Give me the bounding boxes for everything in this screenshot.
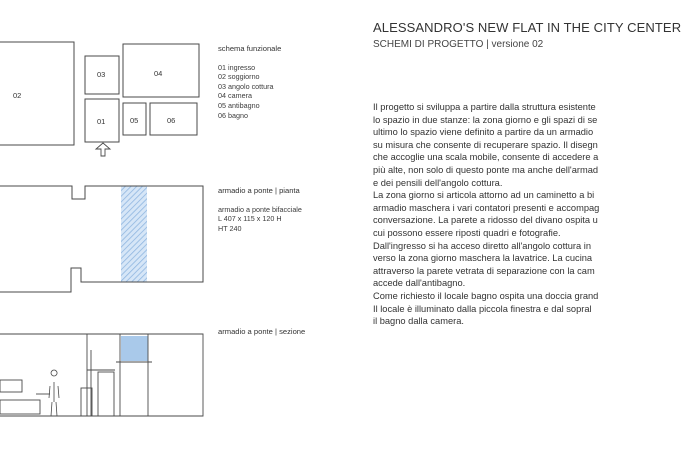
functional-scheme-heading: schema funzionale: [218, 44, 282, 53]
entrance-arrow-icon: [96, 143, 110, 156]
legend-item: 01 ingresso: [218, 62, 256, 72]
wardrobe-section-caption: [218, 327, 305, 346]
page-title: ALESSANDRO'S NEW FLAT IN THE CITY CENTER: [373, 20, 681, 35]
legend-item: 02 soggiorno: [218, 72, 260, 82]
spec-line: L 407 x 115 x 120 H: [218, 214, 282, 224]
description-line: cui possono essere riposti quadri e fotografie.: [373, 227, 561, 238]
wardrobe-plan-heading: armadio a ponte | pianta: [218, 186, 300, 195]
legend-item: 06 bagno: [218, 110, 248, 120]
room-label-04: 04: [154, 69, 163, 78]
legend-item: 03 angolo cottura: [218, 81, 274, 91]
description-line: ultimo lo spazio viene definito a partire da un armadio: [373, 127, 594, 138]
room-label-05: 05: [130, 116, 139, 125]
legend-item: 04 camera: [218, 91, 252, 101]
legend-item: 05 antibagno: [218, 100, 260, 110]
description-line: attraverso la parete vetrata di separazione con la cam: [373, 265, 595, 276]
room-label-02: 02: [13, 91, 22, 100]
description-line: armadio maschera i vari contatori presenti e accompag: [373, 202, 600, 213]
page-subtitle: SCHEMI DI PROGETTO | versione 02: [373, 39, 544, 50]
description-text: [373, 101, 600, 328]
description-line: verso la zona giorno maschera la lavatrice. La cucina: [373, 253, 593, 264]
description-line: Il progetto si sviluppa a partire dalla struttura esistente: [373, 102, 596, 112]
spec-line: armadio a ponte bifacciale: [218, 204, 302, 214]
room-label-06: 06: [167, 116, 176, 125]
description-line: il bagno dalla camera.: [373, 316, 464, 327]
description-line: su misura che consente di recuperare spazio. Il disegn: [373, 139, 598, 150]
description-line: Il locale è illuminato dalla piccola finestra e dal sopral: [373, 303, 592, 314]
description-line: La zona giorno si articola attorno ad un caminetto a bi: [373, 190, 595, 201]
description-line: che accoglie una scala mobile, consente di accedere a: [373, 152, 599, 163]
room-02-block: [0, 42, 74, 145]
room-label-01: 01: [97, 117, 106, 126]
human-figure-icon: [49, 370, 59, 416]
description-line: conversazione. La parete a ridosso del divano ospita u: [373, 215, 598, 226]
wardrobe-plan-caption: [218, 186, 302, 233]
description-line: e dei pensili dell'angolo cottura.: [373, 177, 503, 188]
room-label-03: 03: [97, 70, 106, 79]
wardrobe-highlight: [121, 186, 147, 282]
wardrobe-section-heading: armadio a ponte | sezione: [218, 327, 306, 336]
functional-scheme-diagram: [0, 42, 199, 156]
description-line: lo spazio in due stanze: la zona giorno e gli spazi di se: [373, 114, 598, 125]
description-line: Dall'ingresso si ha acceso diretto all'angolo cottura in: [373, 240, 592, 251]
functional-scheme-legend: [218, 44, 281, 120]
description-line: più alte, non solo di questo ponte ma anche dell'armad: [373, 164, 599, 175]
description-line: Come richiesto il locale bagno ospita una doccia grand: [373, 290, 599, 301]
wardrobe-section-diagram: [0, 334, 203, 416]
glass-partition-highlight: [121, 336, 148, 361]
wardrobe-plan-diagram: [0, 186, 203, 292]
spec-line: HT 240: [218, 223, 242, 233]
description-line: accede dall'antibagno.: [373, 278, 466, 289]
